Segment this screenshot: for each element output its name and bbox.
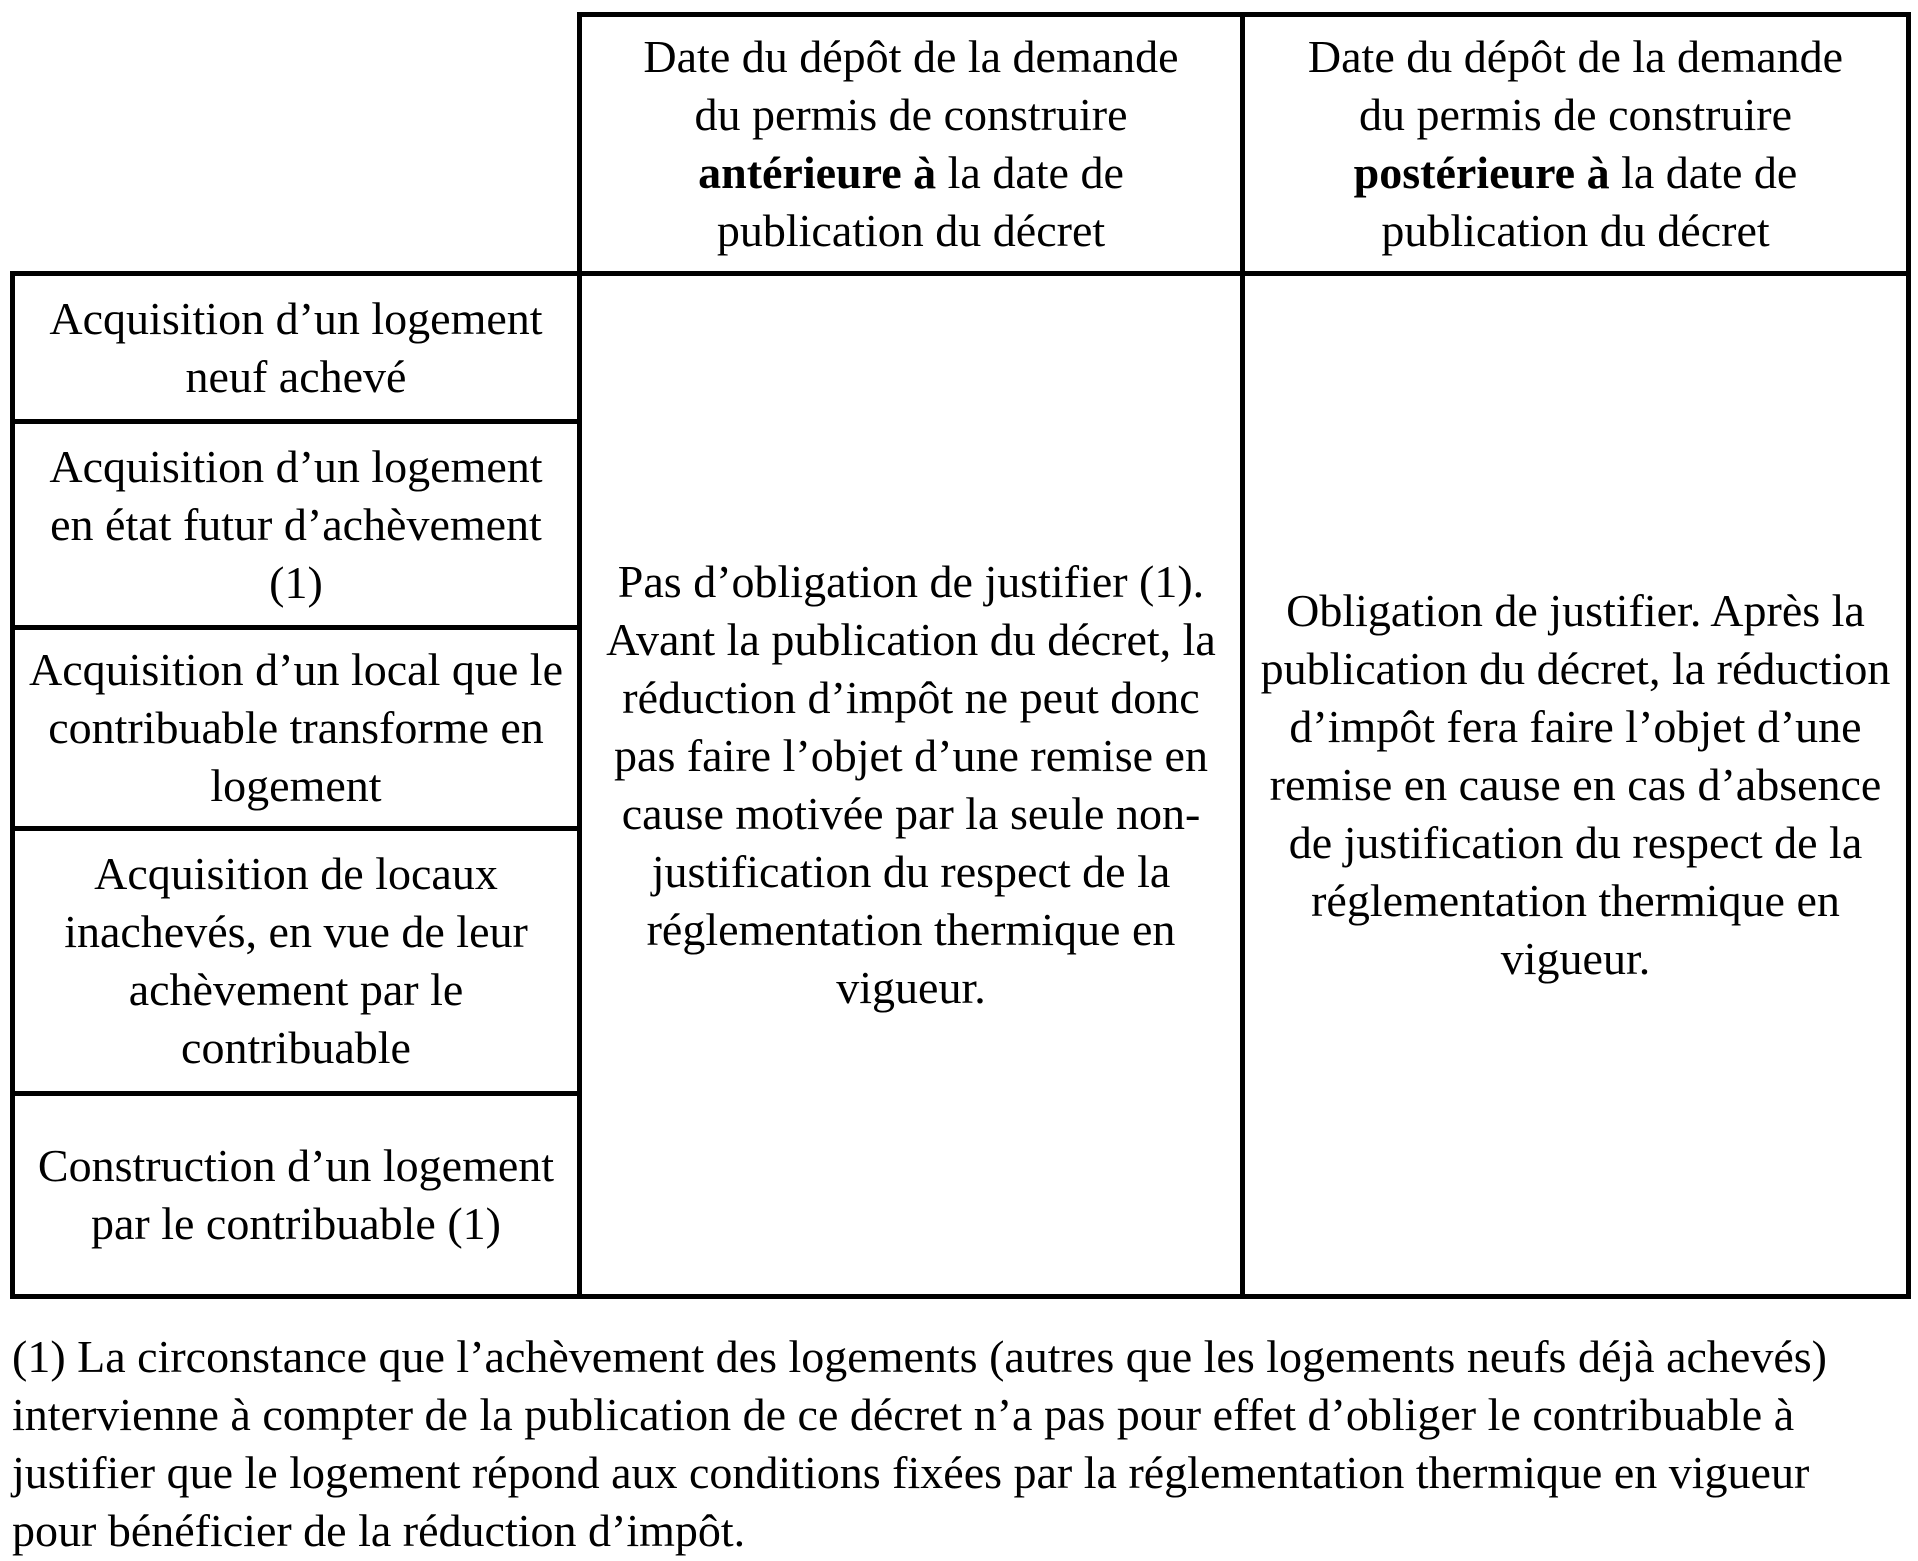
header-line: publication du décret	[1381, 205, 1770, 256]
header-line: Date du dépôt de la demande	[643, 31, 1179, 82]
header-bold-term: antérieure à	[698, 147, 937, 198]
footnote: (1) La circonstance que l’achèvement des logements (autres que les logements neufs déjà achevés) intervienne à compter de la publication de ce décret n’a pas pour effet d’obliger le contribuable à justifier que le logement répond aux conditions fixées par la réglementation thermique en vigueur pour bénéficier de la réduction d’impôt.	[12, 1331, 1827, 1556]
header-line: la date de	[936, 147, 1124, 198]
header-bold-term: postérieure à	[1353, 147, 1610, 198]
row-label-local-transforme: Acquisition d’un local que le contribuable transforme en logement	[10, 625, 582, 831]
row-label-construction: Construction d’un logement par le contribuable (1)	[10, 1091, 582, 1299]
row-label-logement-neuf: Acquisition d’un logement neuf achevé	[10, 271, 582, 424]
body-cell-anterieure: Pas d’obligation de justifier (1). Avant la publication du décret, la réduction d’impôt ne peut donc pas faire l’objet d’une remise en cause motivée par la seule non-justification du respect de la réglementation thermique en vigueur.	[577, 271, 1245, 1299]
header-line: du permis de construire	[694, 89, 1128, 140]
row-label-locaux-inacheves: Acquisition de locaux inachevés, en vue de leur achèvement par le contribuable	[10, 826, 582, 1096]
header-line: Date du dépôt de la demande	[1307, 31, 1844, 82]
header-cell-posterieure	[1240, 12, 1911, 276]
header-cell-anterieure	[577, 12, 1245, 276]
body-cell-posterieure: Obligation de justifier. Après la publication du décret, la réduction d’impôt fera faire l’objet d’une remise en cause en cas d’absence de justification du respect de la réglementation thermique en vigueur.	[1240, 271, 1911, 1299]
header-line: publication du décret	[716, 205, 1106, 256]
header-line: la date de	[1609, 147, 1798, 198]
header-line: du permis de construire	[1358, 89, 1793, 140]
row-label-etat-futur: Acquisition d’un logement en état futur d’achèvement (1)	[10, 419, 582, 630]
